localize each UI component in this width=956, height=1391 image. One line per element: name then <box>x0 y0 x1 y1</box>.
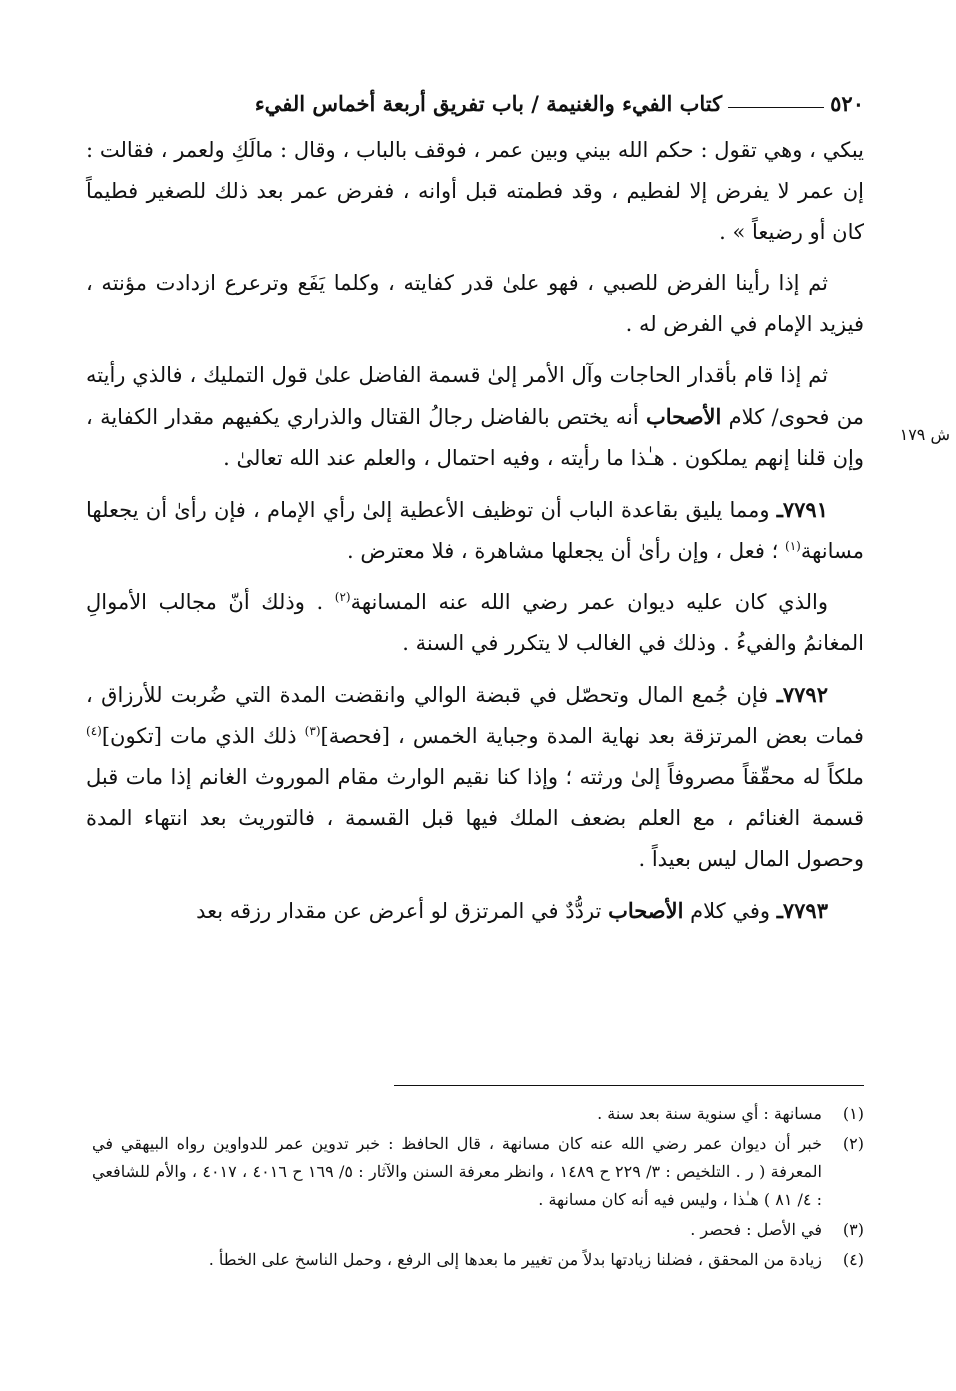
paragraph-text: ملكاً له محقّقاً مصروفاً إلىٰ ورثته ؛ وإذا كنا نقيم الوارث مقام الموروث الغانم إذا مات قبل قسمة الغنائم ، مع العلم بضعف الملك فيها قبل القسمة ، فالتوريث بعد انتهاء المدة وحصول المال ليس بعيداً . <box>86 765 864 871</box>
footnote-number: (١) <box>842 1104 864 1123</box>
main-text <box>86 130 864 942</box>
numbered-paragraph <box>86 674 864 880</box>
footnote-ref: (٢) <box>334 590 351 604</box>
footnote-number: (٢) <box>842 1134 864 1153</box>
paragraph-text: تردُّدٌ في المرتزق لو أعرض عن مقدار رزقه بعد <box>196 899 602 923</box>
margin-note: ش ١٧٩ <box>899 425 950 444</box>
header-rule <box>728 107 824 108</box>
footnote-text: زيادة من المحقق ، فضلنا زيادتها بدلاً من تغيير ما بعدها إلى الرفع ، وحمل الناسخ على الخطأ . <box>208 1250 822 1269</box>
paragraph-number: ٧٧٩٣ـ <box>776 898 828 923</box>
paragraph-text: والذي كان عليه ديوان عمر رضي الله عنه المسانهة <box>350 590 828 614</box>
paragraph-text: ومما يليق بقاعدة الباب أن توظيف الأعطية إلىٰ رأي الإمام ، فإن رأىٰ أن يجعلها مسانهة <box>86 498 864 563</box>
paragraph-number: ٧٧٩٢ـ <box>776 682 828 707</box>
paragraph-text: يبكي ، وهي تقول : حكم الله بيني وبين عمر ، فوقف بالباب ، وقال : مالَكِ ولعمر ، فقالت : إن عمر لا يفرض إلا لفطيم ، وقد فطمته قبل أوانه ، ففرض عمر بعد ذلك للصغير فطيماً كان أو رضيعاً » . <box>86 138 864 244</box>
footnote-number: (٣) <box>842 1220 864 1239</box>
emphasis-term: الأصحاب <box>646 404 722 429</box>
footnote-text: في الأصل : فحصر . <box>690 1220 822 1239</box>
paragraph-text: . وذلك أنّ مجالب الأموالِ المغانمُ والفيءُ . وذلك في الغالب لا يتكرر في السنة . <box>86 590 864 655</box>
paragraph <box>86 355 864 479</box>
footnote-ref: (٤) <box>86 724 102 738</box>
paragraph-text: فإن جُمع المال وتحصّل في قبضة الوالي وانقضت المدة التي ضُربت للأرزاق ، فمات بعض المرتزقة بعد نهاية المدة وجباية الخمس ، [فحصة] <box>86 683 864 748</box>
numbered-paragraph <box>86 890 864 932</box>
paragraph-text: ؛ فعل ، وإن رأىٰ أن يجعلها مشاهرة ، فلا معترض . <box>346 539 779 563</box>
footnote-ref: (١) <box>785 539 801 553</box>
paragraph <box>86 582 864 664</box>
footnote <box>92 1246 864 1274</box>
paragraph-text: ثم إذا قام بأقدار الحاجات وآل الأمر إلىٰ قسمة الفاضل علىٰ قول التمليك ، فالذي رأيته من فحوى/ كلام <box>86 363 864 429</box>
page-number: ٥٢٠ <box>830 91 864 116</box>
footnote-number: (٤) <box>842 1250 864 1269</box>
footnote-text: خبر أن ديوان عمر رضي الله عنه كان مسانهة ، قال الحافظ : خبر تدوين عمر للدواوين رواه البيهقي في المعرفة ( ر . التلخيص : ٣/ ٢٢٩ ح ١٤٨٩ ، وانظر معرفة السنن والآثار : ٥/ ١٦٩ ح ٤٠١٦ ، ٤٠١٧ ، والأم للشافعي : ٤/ ٨١ ) هـٰذا ، وليس فيه أنه كان مسانهة . <box>92 1134 823 1209</box>
footnote-text: مسانهة : أي سنوية سنة بعد سنة . <box>597 1104 822 1123</box>
footnote <box>92 1216 864 1244</box>
running-header <box>92 80 864 116</box>
footnote <box>92 1100 864 1128</box>
paragraph-text: أنه يختص بالفاضل رجالُ القتال والذراري يكفيهم مقدار الكفاية ، وإن قلنا إنهم يملكون . هـٰذا ما رأيته ، وفيه احتمال ، والعلم عند الله تعالىٰ . <box>86 405 864 470</box>
footnote <box>92 1130 864 1214</box>
paragraph-text: وفي كلام <box>690 899 771 923</box>
emphasis-term: الأصحاب <box>608 898 684 923</box>
paragraph <box>86 263 864 345</box>
paragraph-text: ثم إذا رأينا الفرض للصبي ، فهو علىٰ قدر كفايته ، وكلما يَفَع وترعرع ازدادت مؤنته ، فيزيد الإمام في الفرض له . <box>86 271 864 336</box>
paragraph-number: ٧٧٩١ـ <box>776 497 828 522</box>
footnote-ref: (٣) <box>304 724 321 738</box>
paragraph-text: ذلك الذي مات [تكون] <box>101 724 297 748</box>
footnotes <box>92 1100 864 1276</box>
paragraph <box>86 130 864 253</box>
footnote-separator <box>394 1085 864 1086</box>
header-title: كتاب الفيء والغنيمة / باب تفريق أربعة أخماس الفيء <box>254 91 723 116</box>
numbered-paragraph <box>86 489 864 572</box>
